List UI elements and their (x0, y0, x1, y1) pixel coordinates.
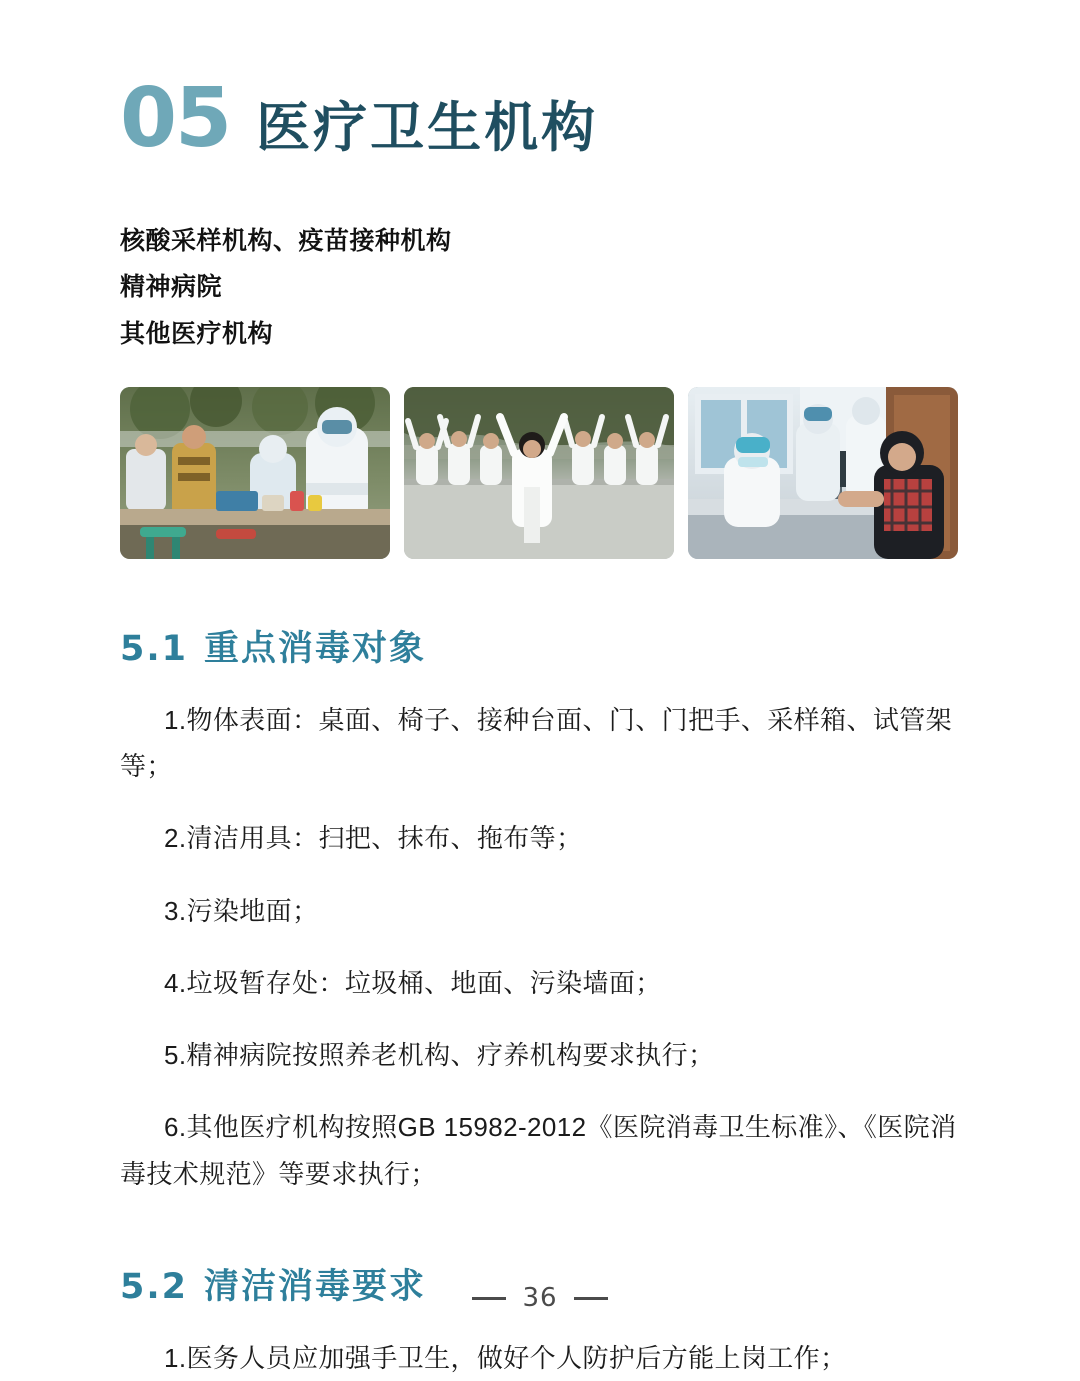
section-5-1-body (120, 697, 960, 1197)
footer-rule-right (574, 1297, 608, 1300)
section-5-2-body (120, 1335, 960, 1381)
chapter-title: 医疗卫生机构 (256, 98, 599, 158)
list-item: 精神病院 (120, 273, 223, 302)
list-item: 其他医疗机构 (120, 319, 274, 348)
list-item: 6.其他医疗机构按照GB 15982-2012《医院消毒卫生标准》、《医院消毒技术规范》等要求执行； (120, 1112, 957, 1189)
photo-strip (120, 387, 960, 559)
photo-vaccination-site (688, 387, 958, 559)
footer-rule-left (472, 1297, 506, 1300)
list-item: 1.医务人员应加强手卫生，做好个人防护后方能上岗工作； (164, 1342, 847, 1373)
list-item: 核酸采样机构、疫苗接种机构 (120, 227, 452, 255)
chapter-header (120, 0, 960, 166)
photo-nucleic-acid-sampling-image (120, 387, 390, 559)
page-number: 36 (522, 1283, 558, 1313)
photo-nucleic-acid-sampling (120, 387, 390, 559)
section-heading-5-1 (120, 621, 960, 671)
section-number: 5.1 (120, 628, 189, 669)
chapter-number: 05 (120, 71, 231, 166)
list-item: 5.精神病院按照养老机构、疗养机构要求执行； (164, 1040, 715, 1071)
chapter-subtitle-list (120, 218, 960, 357)
list-item: 4.垃圾暂存处：垃圾桶、地面、污染墙面； (164, 967, 662, 998)
list-item: 1.物体表面：桌面、椅子、接种台面、门、门把手、采样箱、试管架等； (120, 704, 953, 782)
section-title: 重点消毒对象 (204, 628, 427, 668)
photo-psychiatric-hospital-activity-image (404, 387, 674, 559)
page-footer (0, 1283, 1080, 1313)
list-item: 2.清洁用具：扫把、抹布、拖布等； (164, 823, 583, 854)
section-title: 清洁消毒要求 (204, 1266, 427, 1306)
list-item: 3.污染地面； (164, 895, 319, 926)
photo-psychiatric-hospital-activity (404, 387, 674, 559)
section-number: 5.2 (120, 1266, 189, 1307)
photo-vaccination-site-image (688, 387, 958, 559)
